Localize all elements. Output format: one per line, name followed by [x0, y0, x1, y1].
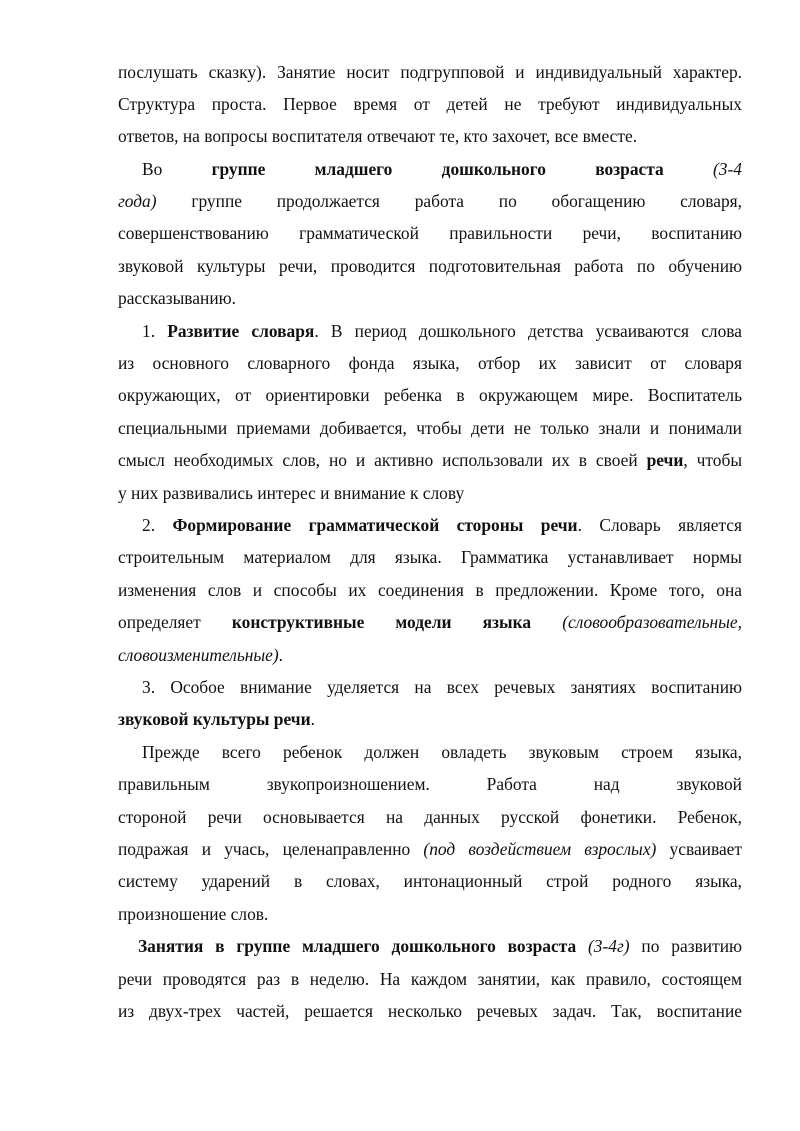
text-line — [118, 120, 742, 152]
text-run — [664, 159, 713, 179]
italic-text: (словообразовательные, — [562, 612, 742, 632]
text-run: Прежде всего ребенок должен овладеть звуковым строем языка, — [142, 742, 742, 762]
text-line — [118, 574, 742, 606]
text-run: Во — [142, 159, 212, 179]
text-line — [118, 541, 742, 573]
text-run: ответов, на вопросы воспитателя отвечают те, кто захочет, все вместе. — [118, 126, 638, 146]
text-run: стороной речи основывается на данных русской фонетики. Ребенок, — [118, 807, 742, 827]
text-run: 2. — [142, 515, 173, 535]
text-line — [118, 833, 742, 865]
text-run: 3. Особое внимание уделяется на всех речевых занятиях воспитанию — [142, 677, 742, 697]
bold-text: конструктивные модели языка — [231, 612, 532, 632]
text-run: послушать сказку). Занятие носит подгрупповой и индивидуальный характер. — [118, 62, 742, 82]
text-run: 1. — [142, 321, 168, 341]
text-run: группе продолжается работа по обогащению словаря, — [156, 191, 742, 211]
text-line — [118, 703, 742, 735]
text-line — [118, 185, 742, 217]
text-line — [118, 995, 742, 1027]
text-line — [118, 898, 742, 930]
text-run: из основного словарного фонда языка, отбор их зависит от словаря — [118, 353, 742, 373]
text-run: подражая и учась, целенаправленно — [118, 839, 424, 859]
text-run: совершенствованию грамматической правильности речи, воспитанию — [118, 223, 742, 243]
bold-text: речи — [646, 450, 684, 470]
text-run — [576, 936, 588, 956]
text-line — [118, 217, 742, 249]
text-line — [118, 412, 742, 444]
italic-text: (3-4 — [712, 159, 742, 179]
text-run: определяет — [118, 612, 232, 632]
text-run: произношение слов. — [118, 904, 269, 924]
text-line — [118, 801, 742, 833]
text-run: усваивает — [656, 839, 742, 859]
italic-text: года) — [118, 191, 157, 211]
text-run: строительным материалом для языка. Грамматика устанавливает нормы — [118, 547, 742, 567]
text-run: у них развивались интерес и внимание к слову — [118, 483, 465, 503]
text-run: по развитию — [629, 936, 742, 956]
text-line — [118, 250, 742, 282]
text-line — [142, 315, 742, 347]
text-line — [118, 444, 742, 476]
text-run — [392, 159, 441, 179]
text-line — [142, 509, 742, 541]
text-line — [142, 671, 742, 703]
text-run: . — [278, 645, 284, 665]
bold-text: Формирование грамматической стороны речи — [172, 515, 578, 535]
text-run: звуковой культуры речи, проводится подготовительная работа по обучению — [118, 256, 742, 276]
text-run: . — [310, 709, 315, 729]
text-run: Структура проста. Первое время от детей не требуют индивидуальных — [118, 94, 742, 114]
text-line — [118, 347, 742, 379]
text-line — [118, 768, 742, 800]
text-line — [118, 379, 742, 411]
italic-text: (3-4г) — [588, 936, 630, 956]
text-line — [118, 606, 742, 638]
text-run: из двух-трех частей, решается несколько речевых задач. Так, воспитание — [118, 1001, 742, 1021]
text-run: речи проводятся раз в неделю. На каждом занятии, как правило, состоящем — [118, 969, 742, 989]
text-line — [142, 153, 742, 185]
text-run: . В период дошкольного детства усваиваются слова — [314, 321, 742, 341]
italic-text: словоизменительные) — [118, 645, 279, 665]
bold-text: дошкольного возраста — [441, 159, 664, 179]
bold-text: Занятия в группе младшего дошкольного возраста — [138, 936, 577, 956]
text-line — [118, 639, 742, 671]
text-run: окружающих, от ориентировки ребенка в окружающем мире. Воспитатель — [118, 385, 742, 405]
text-line — [118, 477, 742, 509]
text-run: , чтобы — [683, 450, 742, 470]
text-line — [118, 56, 742, 88]
text-run: . Словарь является — [577, 515, 742, 535]
text-run: правильным звукопроизношением. Работа над звуковой — [118, 774, 742, 794]
text-line — [118, 282, 742, 314]
italic-text: (под воздействием взрослых) — [423, 839, 657, 859]
text-line — [118, 865, 742, 897]
text-run: смысл необходимых слов, но и активно использовали их в своей — [118, 450, 647, 470]
text-run: изменения слов и способы их соединения в предложении. Кроме того, она — [118, 580, 742, 600]
text-run — [531, 612, 562, 632]
text-run: специальными приемами добивается, чтобы дети не только знали и понимали — [118, 418, 742, 438]
text-run: рассказыванию. — [118, 288, 236, 308]
text-line — [118, 963, 742, 995]
bold-text: группе младшего — [211, 159, 393, 179]
bold-text: звуковой культуры речи — [118, 709, 311, 729]
text-line — [142, 736, 742, 768]
text-run: систему ударений в словах, интонационный строй родного языка, — [118, 871, 742, 891]
text-line — [118, 88, 742, 120]
bold-text: Развитие словаря — [167, 321, 315, 341]
text-line — [138, 930, 742, 962]
